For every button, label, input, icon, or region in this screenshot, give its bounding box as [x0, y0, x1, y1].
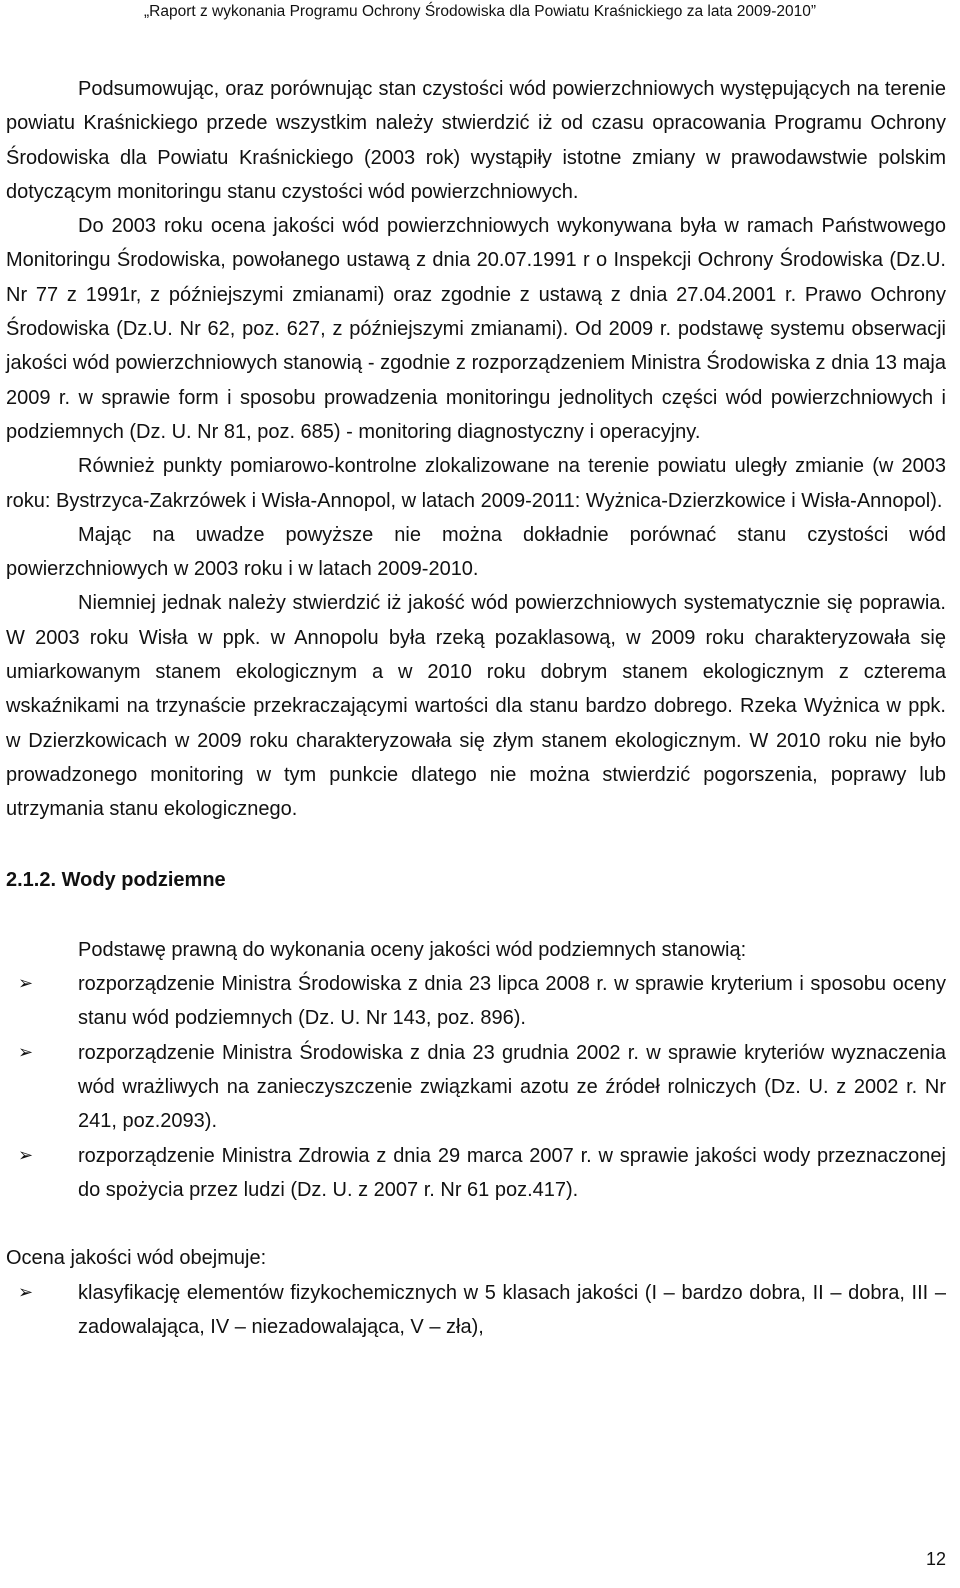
list-item: [6, 967, 946, 1036]
list-item-text: rozporządzenie Ministra Środowiska z dnia 23 lipca 2008 r. w sprawie kryterium i sposobu oceny stanu wód podziemnych (Dz. U. Nr 143, poz. 896).: [78, 973, 946, 1030]
list-item: [6, 1276, 946, 1345]
paragraph-conclusion: Niemniej jednak należy stwierdzić iż jakość wód powierzchniowych systematycznie się poprawia. W 2003 roku Wisła w ppk. w Annopolu była rzeką pozaklasową, w 2009 roku charakteryzowała się umiarkowanym stanem ekologicznym a w 2010 roku dobrym stanem ekologicznym z czterema wskaźnikami na trzynaście przekraczającymi wartości dla stanu bardzo dobrego. Rzeka Wyżnica w ppk. w Dzierzkowicach w 2009 roku charakteryzowała się złym stanem ekologicznym. W 2010 roku nie było prowadzonego monitoring w tym punkcie dlatego nie można stwierdzić pogorszenia, poprawy lub utrzymania stanu ekologicznego.: [6, 592, 946, 821]
list-item: [6, 1139, 946, 1208]
assessment-list: [6, 1276, 946, 1345]
running-header: „Raport z wykonania Programu Ochrony Środowiska dla Powiatu Kraśnickiego za lata 2009-2010”: [143, 3, 816, 20]
list-item: [6, 1036, 946, 1139]
paragraph-legal-basis: Do 2003 roku ocena jakości wód powierzchniowych wykonywana była w ramach Państwowego Monitoringu Środowiska, powołanego ustawą z dnia 20.07.1991 r o Inspekcji Ochrony Środowiska (Dz.U. Nr 77 z 1991r, z późniejszymi zmianami) oraz zgodnie z ustawą z dnia 27.04.2001 r. Prawo Ochrony Środowiska (Dz.U. Nr 62, poz. 627, z późniejszymi zmianami). Od 2009 r. podstawę systemu obserwacji jakości wód powierzchniowych stanowią - zgodnie z rozporządzeniem Ministra Środowiska z dnia 13 maja 2009 r. w sprawie form i sposobu prowadzenia monitoringu jednolitych części wód powierzchniowych i podziemnych (Dz. U. Nr 81, poz. 685) - monitoring diagnostyczny i operacyjny.: [6, 215, 946, 443]
page-number: 12: [925, 1549, 946, 1569]
arrow-bullet-icon: ➢: [18, 1041, 34, 1063]
arrow-bullet-icon: ➢: [18, 973, 34, 995]
list-item-text: rozporządzenie Ministra Zdrowia z dnia 29 marca 2007 r. w sprawie jakości wody przeznaczonej do spożycia przez ludzi (Dz. U. z 2007 r. Nr 61 poz.417).: [78, 1144, 946, 1201]
document-body: [6, 72, 946, 1344]
assessment-intro: Ocena jakości wód obejmuje:: [6, 1247, 267, 1270]
arrow-bullet-icon: ➢: [18, 1144, 34, 1166]
paragraph-comparison: Mając na uwadze powyższe nie można dokładnie porównać stanu czystości wód powierzchniowych w 2003 roku i w latach 2009-2010.: [6, 523, 946, 581]
list-item-text: rozporządzenie Ministra Środowiska z dnia 23 grudnia 2002 r. w sprawie kryteriów wyznaczenia wód wrażliwych na zanieczyszczenie związkami azotu ze źródeł rolniczych (Dz. U. z 2002 r. Nr 241, poz.2093).: [78, 1041, 946, 1133]
legal-basis-intro: Podstawę prawną do wykonania oceny jakości wód podziemnych stanowią:: [78, 938, 747, 961]
paragraph-summary: Podsumowując, oraz porównując stan czystości wód powierzchniowych występujących na terenie powiatu Kraśnickiego przede wszystkim należy stwierdzić iż od czasu opracowania Programu Ochrony Środowiska dla Powiatu Kraśnickiego (2003 rok) wystąpiły istotne zmiany w prawodawstwie polskim dotyczącym monitoringu stanu czystości wód powierzchniowych.: [6, 78, 946, 203]
arrow-bullet-icon: ➢: [18, 1281, 34, 1303]
list-item-text: klasyfikację elementów fizykochemicznych w 5 klasach jakości (I – bardzo dobra, II – dobra, III – zadowalająca, IV – niezadowalająca, V – zła),: [78, 1281, 946, 1338]
legal-basis-list: [6, 967, 946, 1207]
paragraph-measurement-points: Również punkty pomiarowo-kontrolne zlokalizowane na terenie powiatu uległy zmianie (w 2003 roku: Bystrzyca-Zakrzówek i Wisła-Annopol, w latach 2009-2011: Wyżnica-Dzierzkowice i Wisła-Annopol).: [6, 455, 946, 512]
section-heading: 2.1.2. Wody podziemne: [6, 868, 226, 891]
